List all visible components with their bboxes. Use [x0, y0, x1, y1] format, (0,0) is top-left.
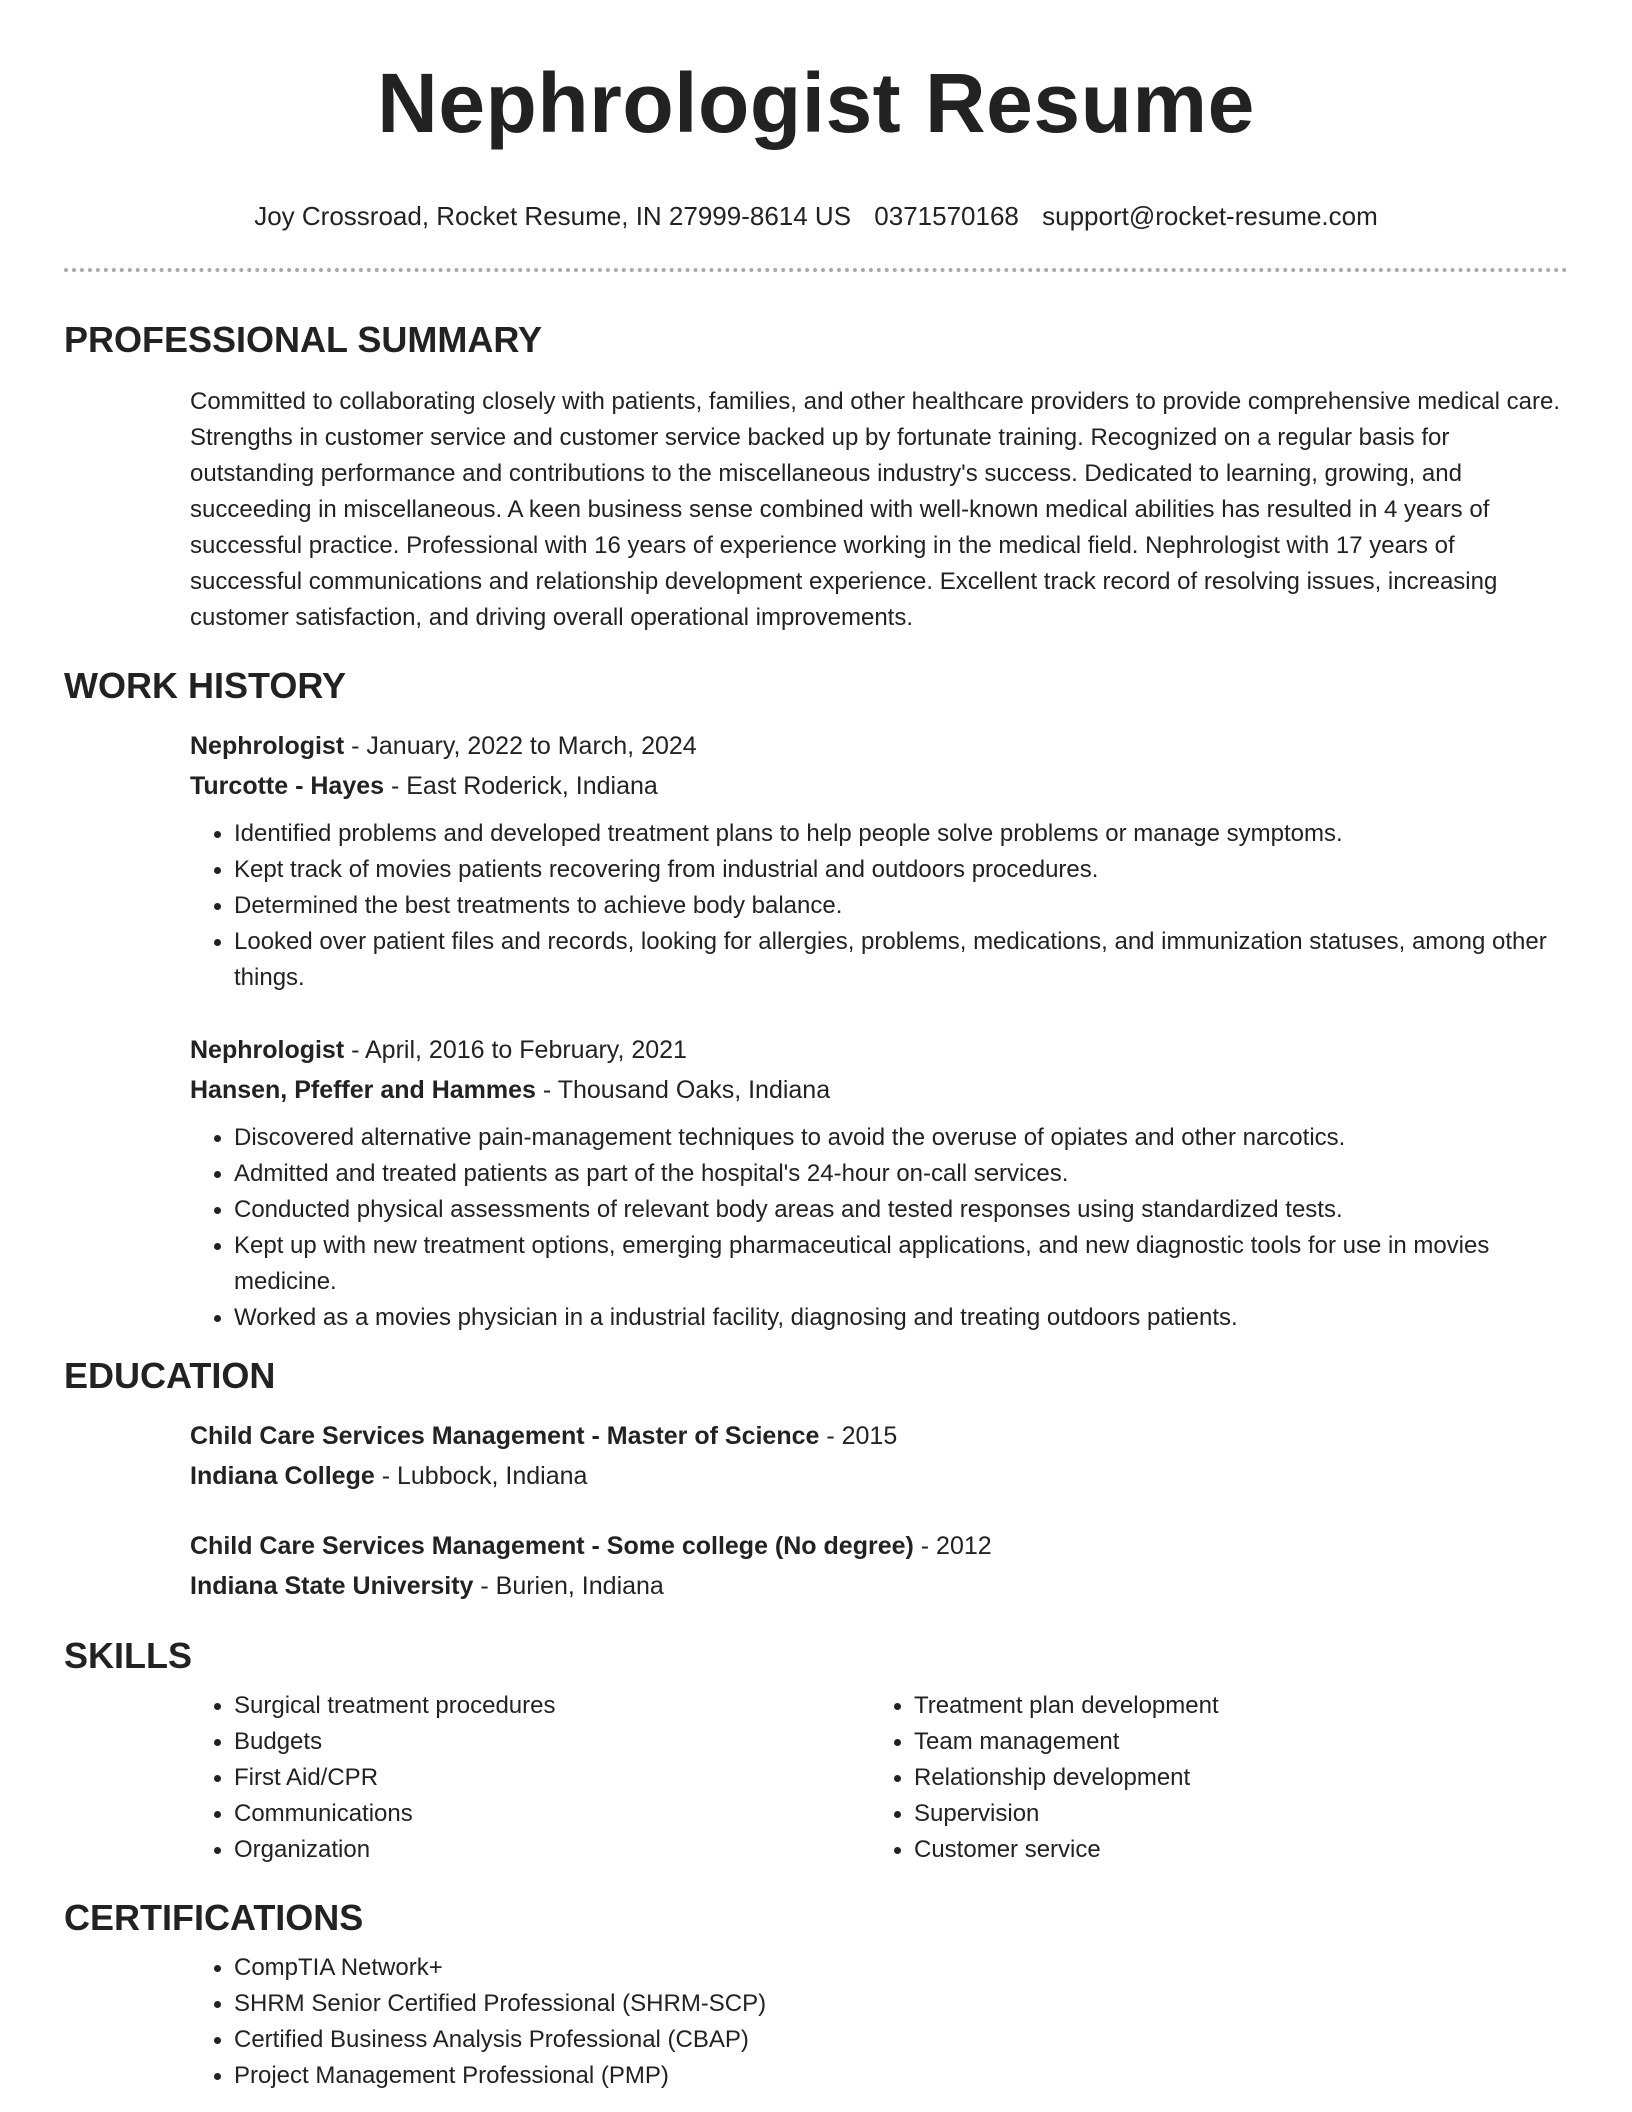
skill-item: • Team management — [914, 1724, 1550, 1760]
job-dates: - April, 2016 to February, 2021 — [344, 1036, 687, 1064]
job-bullet: • Determined the best treatments to achieve body balance. — [234, 888, 1568, 924]
job-bullet: • Identified problems and developed treatment plans to help people solve problems or manage symptoms. — [234, 816, 1568, 852]
skills-column-left — [190, 1688, 870, 1868]
certification-item: • Project Management Professional (PMP) — [234, 2058, 1568, 2094]
job-dates: - January, 2022 to March, 2024 — [344, 732, 697, 760]
skill-item: • Supervision — [914, 1796, 1550, 1832]
skill-item: • First Aid/CPR — [234, 1760, 870, 1796]
job-title-line — [190, 1030, 1568, 1070]
job-bullet: • Worked as a movies physician in a industrial facility, diagnosing and treating outdoors patients. — [234, 1300, 1568, 1336]
education-year: - 2012 — [913, 1532, 992, 1560]
contact-phone: 0371570168 — [874, 201, 1019, 231]
skills-list-left — [190, 1688, 870, 1868]
job-bullet: • Conducted physical assessments of relevant body areas and tested responses using standardized tests. — [234, 1192, 1568, 1228]
contact-email: support@rocket-resume.com — [1042, 201, 1378, 231]
summary-text: Committed to collaborating closely with patients, families, and other healthcare providers to provide comprehensive medical care. Strengths in customer service and customer service backed up by fortunate training. Recognized on a regular basis for outstanding performance and contributions to the miscellaneous industry's success. Dedicated to learning, growing, and succeeding in miscellaneous. A keen business sense combined with well-known medical abilities has resulted in 4 years of successful practice. Professional with 16 years of experience working in the medical field. Nephrologist with 17 years of successful communications and relationship development experience. Excellent track record of resolving issues, increasing customer satisfaction, and driving overall operational improvements. — [190, 388, 1561, 631]
section-heading-summary: PROFESSIONAL SUMMARY — [64, 319, 543, 360]
skill-item: • Organization — [234, 1832, 870, 1868]
certification-item: • CompTIA Network+ — [234, 1950, 1568, 1986]
skill-item: • Communications — [234, 1796, 870, 1832]
certifications-list — [190, 1950, 1568, 2094]
section-heading-education: EDUCATION — [64, 1355, 276, 1396]
education-location: - Lubbock, Indiana — [374, 1462, 588, 1490]
job-title: Nephrologist — [190, 1036, 345, 1064]
skills-grid — [190, 1688, 1568, 1868]
job-bullet: • Kept track of movies patients recovering from industrial and outdoors procedures. — [234, 852, 1568, 888]
job-company: Turcotte - Hayes — [190, 772, 385, 800]
skill-item: • Relationship development — [914, 1760, 1550, 1796]
education-school-line — [190, 1566, 1568, 1606]
job-entry — [190, 726, 1568, 996]
education-school-line — [190, 1456, 1568, 1496]
education-location: - Burien, Indiana — [473, 1572, 664, 1600]
page-title: Nephrologist Resume — [377, 56, 1255, 150]
section-heading-certifications: CERTIFICATIONS — [64, 1897, 364, 1938]
skill-item: • Budgets — [234, 1724, 870, 1760]
education-degree-line — [190, 1526, 1568, 1566]
education-entry — [190, 1416, 1568, 1496]
education-degree: Child Care Services Management - Some college (No degree) — [190, 1532, 914, 1560]
section-heading-skills: SKILLS — [64, 1635, 193, 1676]
job-bullet: • Looked over patient files and records, looking for allergies, problems, medications, and immunization statuses, among other things. — [234, 924, 1568, 996]
skills-column-right — [870, 1688, 1550, 1868]
job-bullets — [190, 816, 1568, 996]
certification-item: • Certified Business Analysis Professional (CBAP) — [234, 2022, 1568, 2058]
education-school: Indiana College — [190, 1462, 375, 1490]
job-bullet: • Admitted and treated patients as part of the hospital's 24-hour on-call services. — [234, 1156, 1568, 1192]
education-year: - 2015 — [819, 1422, 898, 1450]
contact-line — [64, 200, 1568, 232]
job-title-line — [190, 726, 1568, 766]
skills-list-right — [870, 1688, 1550, 1868]
skill-item: • Surgical treatment procedures — [234, 1688, 870, 1724]
header-divider — [64, 268, 1568, 272]
job-bullet: • Discovered alternative pain-management techniques to avoid the overuse of opiates and other narcotics. — [234, 1120, 1568, 1156]
education-degree: Child Care Services Management - Master of Science — [190, 1422, 820, 1450]
job-bullet: • Kept up with new treatment options, emerging pharmaceutical applications, and new diagnostic tools for use in movies medicine. — [234, 1228, 1568, 1300]
certification-item: • SHRM Senior Certified Professional (SHRM-SCP) — [234, 1986, 1568, 2022]
education-degree-line — [190, 1416, 1568, 1456]
job-location: - East Roderick, Indiana — [384, 772, 658, 800]
job-company: Hansen, Pfeffer and Hammes — [190, 1076, 536, 1104]
education-entry — [190, 1526, 1568, 1606]
job-bullets — [190, 1120, 1568, 1336]
certifications-block — [190, 1950, 1568, 2094]
education-school: Indiana State University — [190, 1572, 474, 1600]
contact-address: Joy Crossroad, Rocket Resume, IN 27999-8614 US — [254, 201, 852, 231]
section-heading-work-history: WORK HISTORY — [64, 665, 347, 706]
job-entry — [190, 1030, 1568, 1336]
skill-item: • Customer service — [914, 1832, 1550, 1868]
job-company-line — [190, 1070, 1568, 1110]
job-location: - Thousand Oaks, Indiana — [535, 1076, 831, 1104]
job-company-line — [190, 766, 1568, 806]
job-title: Nephrologist — [190, 732, 345, 760]
skill-item: • Treatment plan development — [914, 1688, 1550, 1724]
